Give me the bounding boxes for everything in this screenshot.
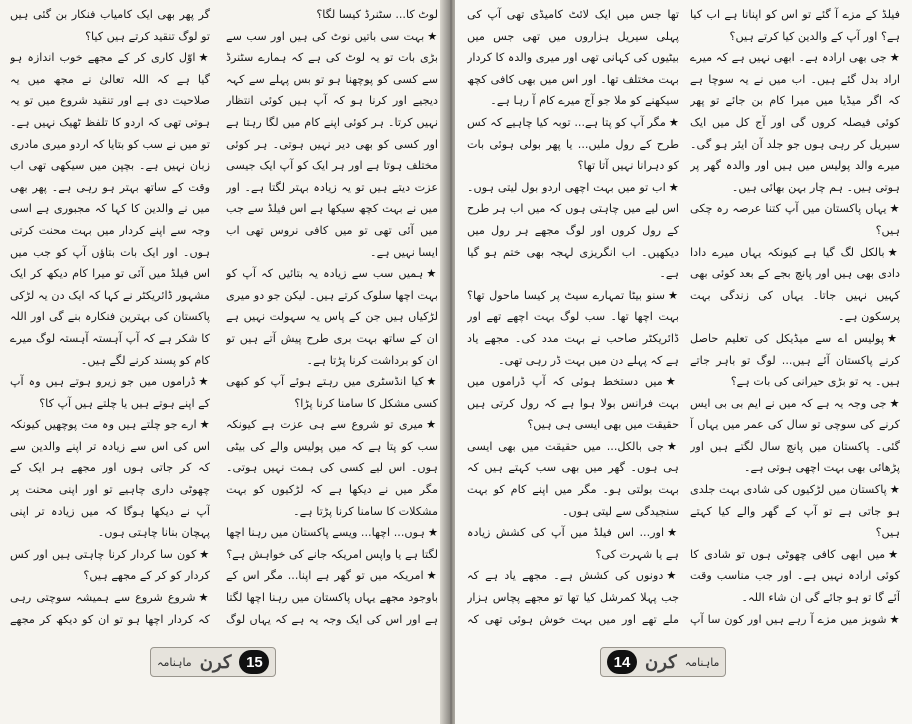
magazine-prefix: ماہنامہ bbox=[157, 655, 192, 669]
star-icon: ★ bbox=[427, 526, 438, 540]
paragraph: ★شروع شروع سے ہمیشہ سوچتی رہی کہ کردار اچھا ہو تو ان کو دیکھ کر مجھے bbox=[10, 591, 210, 626]
paragraph: ★سنو بیٹا تمہارے سیٹ پر کیسا ماحول تھا؟ بہت اچھا تھا۔ سب لوگ بہت اچھے تھے اور ڈائریکٹر صاحب نے بہت مدد کی۔ مجھے یاد ہے کہ پہلے دن میں بہت ڈر رہی تھی۔ bbox=[467, 288, 679, 367]
star-icon: ★ bbox=[198, 591, 210, 605]
star-icon: ★ bbox=[426, 375, 438, 389]
star-icon: ★ bbox=[667, 526, 679, 540]
star-icon: ★ bbox=[666, 569, 679, 583]
paragraph: ★ہوں... اچھا... ویسے پاکستان میں رہنا اچھا لگتا ہے یا واپس امریکہ جانے کی خواہش ہے؟ bbox=[226, 526, 438, 561]
star-icon: ★ bbox=[426, 267, 438, 281]
paragraph: فیلڈ کے مزے آ گئے تو اس کو اپنانا ہے اب کیا ہے؟ اور آپ کے والدین کیا کرتے ہیں؟ bbox=[690, 8, 900, 43]
star-icon: ★ bbox=[198, 375, 210, 389]
paragraph: ★اب تو میں بہت اچھی اردو بول لیتی ہوں۔ اس لیے میں چاہتی ہوں کہ میں اب ہر طرح کے رول کروں اور لوگ مجھے ہر رول میں دیکھیں۔ اب انگریزی لہجہ بھی ختم ہو گیا ہے۔ bbox=[467, 180, 679, 281]
star-icon: ★ bbox=[889, 612, 900, 626]
paragraph: لوٹ کا... سٹنرڈ کیسا لگا؟ bbox=[316, 8, 438, 21]
paragraph: ★جی بالکل... میں حقیقت میں بھی ایسی ہی ہوں۔ گھر میں بھی سب کہتے ہیں کہ بہت بولتی ہو۔ مگر میں اپنے کام کو بہت سنجیدگی سے لیتی ہوں۔ bbox=[467, 439, 679, 518]
paragraph: ★پولیس اے سے میڈیکل کی تعلیم حاصل کرنے پاکستان آئے ہیں... لوگ تو باہر جاتے ہیں۔ یہ تو بڑی حیرانی کی بات ہے؟ bbox=[690, 331, 900, 389]
star-icon: ★ bbox=[668, 115, 679, 129]
magazine-prefix: ماہنامہ bbox=[684, 655, 720, 669]
paragraph: ★ارے جو چلتے ہیں وہ مت پوچھیں کیونکہ اس کی اس سے زیادہ تر اپنے والدین سے کہ کر جاتی ہوں اور مجھے ہر ایک کے چھوٹی داری چاہیے تو اور اپنی محنت پر آپ نے دیکھا ہوگا کہ میں زیادہ تر اپنی پہچان بنانا چاہتی ہوں۔ bbox=[10, 418, 210, 540]
paragraph: ★دونوں کی کشش ہے۔ مجھے یاد ہے کہ جب پہلا کمرشل کیا تھا تو مجھے پچاس ہزار ملے تھے اور میں بہت خوش ہوئی تھی کہ bbox=[467, 569, 679, 626]
paragraph: ★میری تو شروع سے ہی عزت ہے کیونکہ سب کو پتا ہے کہ میں پولیس والے کی بیٹی ہوں۔ اس لیے کسی کی ہمت نہیں ہوتی۔ مگر میں نے دیکھا ہے کہ لڑکیوں کو بہت مشکلات کا سامنا کرنا پڑتا ہے۔ bbox=[226, 418, 438, 518]
paragraph: ★یہاں پاکستان میں آپ کتنا عرصہ رہ چکی ہیں؟ bbox=[690, 202, 900, 237]
paragraph: ★شوبز میں مزے آ رہے ہیں اور کون سا آپ bbox=[690, 612, 900, 626]
page-number: 15 bbox=[239, 650, 269, 674]
star-icon: ★ bbox=[668, 288, 679, 302]
paragraph: ★جی وجہ یہ ہے کہ میں نے ایم بی بی ایس کرنے کی سوچی تو سال کی عمر میں یہاں آ گئی۔ پاکستان میں پانچ سال لگتے ہیں اور پڑھائی بھی بہت اچھی ہوتی ہے۔ bbox=[690, 396, 900, 475]
magazine-name: کرن bbox=[645, 651, 677, 673]
star-icon: ★ bbox=[886, 331, 900, 345]
paragraph: ★اوّل کاری کر کے مجھے خوب اندازہ ہو گیا ہے کہ اللہ تعالیٰ نے مجھ میں یہ صلاحیت دی ہے اور تنقید شروع میں تو یہ ہوتی تھی کہ اردو کا تلفظ ٹھیک نہیں ہے۔ تو میں نے سب کو بتایا کہ اردو میری مادری زبان نہیں ہے۔ بچپن میں سیکھی تھی اب وقت کے ساتھ بہتر ہو رہی ہے۔ پھر بھی میں نے والدین کا کہا کہ مجبوری ہے اسی وجہ سے اپنے کردار میں بہت محنت کرتی ہوں۔ اور ایک بات بتاؤں آپ کو جب میں اس فیلڈ میں آئی تو میرا کام دیکھ کر ایک مشہور ڈائریکٹر نے کہا کہ ایک دن یہ لڑکی پاکستان کی بہترین فنکارہ بنے گی اور اللہ کا شکر ہے کہ آپ آہستہ آہستہ لوگ میرے کام کو پسند کرنے لگے ہیں۔ bbox=[10, 51, 210, 367]
paragraph: ★میں دستخط ہوئی کہ آپ ڈراموں میں بہت فرانس بولا ہوا ہے کہ رول کرتی ہیں حقیقت میں بھی ایسی ہی ہیں؟ bbox=[467, 375, 679, 432]
star-icon: ★ bbox=[889, 202, 900, 216]
star-icon: ★ bbox=[199, 418, 210, 432]
magazine-footer-badge bbox=[600, 647, 726, 677]
paragraph: تھا جس میں ایک لائٹ کامیڈی تھی آپ کی پہلی سیریل ہزاروں میں تھی جس میں بیٹیوں کی کہانی تھی اور میری والدہ کا کردار بہت مختلف تھا۔ اور اس میں بھی کافی کچھ سیکھنے کو ملا جو آج میرے کام آ رہا ہے۔ bbox=[467, 8, 679, 108]
star-icon: ★ bbox=[888, 547, 900, 561]
star-icon: ★ bbox=[889, 396, 900, 410]
paragraph: ★میں ابھی کافی چھوٹی ہوں تو شادی کا کوئی ارادہ نہیں ہے۔ اور جب مناسب وقت آئے گا تو ہو جائے گی ان شاء اللہ۔ bbox=[690, 547, 900, 605]
left-page-footer bbox=[150, 640, 276, 684]
left-page-column-left bbox=[10, 4, 210, 632]
left-page bbox=[0, 0, 447, 724]
page-number: 14 bbox=[607, 650, 637, 674]
star-icon: ★ bbox=[426, 569, 438, 583]
paragraph: ★جی بھی ارادہ ہے۔ ابھی نہیں ہے کہ میرے اراد بدل گئے ہیں۔ اب میں نے یہ سوچا ہے کہ اگر میڈیا میں میرا کام بن جائے تو پھر کوئی فیصلہ کروں گی اور آج کل میں ایک سیریل کر رہی ہوں جو جلد آن ایئر ہو گی۔ میرے والد پولیس میں ہیں اور والدہ گھر پر ہوتی ہیں۔ ہم چار بہن بھائی ہیں۔ bbox=[690, 51, 900, 194]
paragraph: ★کون سا کردار کرنا چاہتی ہیں اور کس کردار کو کر کے مجھے ہیں؟ bbox=[10, 547, 210, 583]
right-page-column-right bbox=[690, 4, 900, 632]
star-icon: ★ bbox=[668, 180, 679, 194]
paragraph: ★ڈراموں میں جو زیرو ہوتے ہیں وہ آپ کے اپنے ہوتے ہیں یا چلتے ہیں آپ کا؟ bbox=[10, 375, 210, 410]
left-page-column-right bbox=[226, 4, 438, 632]
paragraph: ★اور... اس فیلڈ میں آپ کی کشش زیادہ ہے یا شہرت کی؟ bbox=[467, 526, 679, 561]
paragraph: گر پھر بھی ایک کامیاب فنکار بن گئی ہیں تو لوگ تنقید کرتے ہیں کیا؟ bbox=[10, 8, 210, 43]
star-icon: ★ bbox=[199, 547, 210, 561]
paragraph: ★بالکل لگ گیا ہے کیونکہ یہاں میرے دادا دادی بھی ہیں اور پانچ بجے کے بعد کوئی بھی کہیں نہیں جاتا۔ یہاں کی زندگی بہت پرسکون ہے۔ bbox=[690, 245, 900, 324]
paragraph: ★کیا انڈسٹری میں رہتے ہوئے آپ کو کبھی کسی مشکل کا سامنا کرنا پڑا؟ bbox=[226, 375, 438, 410]
right-page-footer bbox=[600, 640, 726, 684]
star-icon: ★ bbox=[427, 29, 438, 43]
star-icon: ★ bbox=[889, 483, 900, 497]
paragraph: ★ہمیں سب سے زیادہ یہ بتائیں کہ آپ کو بہت اچھا سلوک کرتے ہیں۔ لیکن جو دو میری لڑکیاں ہیں جن کے پاس یہ سہولت نہیں ہے ان کے ساتھ بہت بری طرح پیش آتے ہیں تو ان کو برداشت کرنا پڑتا ہے۔ bbox=[226, 267, 438, 367]
star-icon: ★ bbox=[198, 51, 210, 65]
magazine-name: کرن bbox=[199, 651, 232, 673]
star-icon: ★ bbox=[889, 51, 900, 65]
paragraph: ★مگر آپ کو پتا ہے... توبہ کیا چاہیے کہ کس طرح کے رول ملیں... یا پھر بولی ہوئی بات کو دہرانا نہیں آتا تھا؟ bbox=[467, 115, 679, 173]
paragraph: ★پاکستان میں لڑکیوں کی شادی بہت جلدی ہو جاتی ہے تو آپ کے گھر والے کیا کہتے ہیں؟ bbox=[690, 483, 900, 540]
magazine-footer-badge bbox=[150, 647, 276, 677]
star-icon: ★ bbox=[666, 439, 679, 453]
star-icon: ★ bbox=[665, 375, 679, 389]
star-icon: ★ bbox=[426, 418, 438, 432]
star-icon: ★ bbox=[887, 245, 900, 259]
right-page-column-left bbox=[467, 4, 679, 632]
paragraph: ★بہت سی باتیں نوٹ کی ہیں اور سب سے بڑی بات تو یہ لوٹ کی ہے کہ ہمارے سٹنرڈ سے کسی کو پوچھنا ہو تو بس پہلے سے کہہ دیجیے اور کرنا ہو کہ آپ ہیں کوئی انتظار نہیں کرتا۔ ہر کوئی اپنے کام میں لگا رہتا ہے اور کسی کو بھی دیر نہیں ہوتی۔ ہر کوئی مختلف ہوتا ہے اور ہر ایک کو آپ ایک جیسی عزت دیتے ہیں تو یہ زیادہ بہتر لگتا ہے۔ اور میں نے بہت کچھ سیکھا ہے اس فیلڈ سے جب میں آئی تھی تو میں کافی نروس تھی اب ایسا نہیں ہے۔ bbox=[226, 29, 438, 259]
paragraph: ★امریکہ میں تو گھر ہے اپنا... مگر اس کے باوجود مجھے یہاں پاکستان میں رہنا اچھا لگتا ہے اور اس کی ایک وجہ یہ ہے کہ یہاں لوگ bbox=[226, 569, 438, 626]
